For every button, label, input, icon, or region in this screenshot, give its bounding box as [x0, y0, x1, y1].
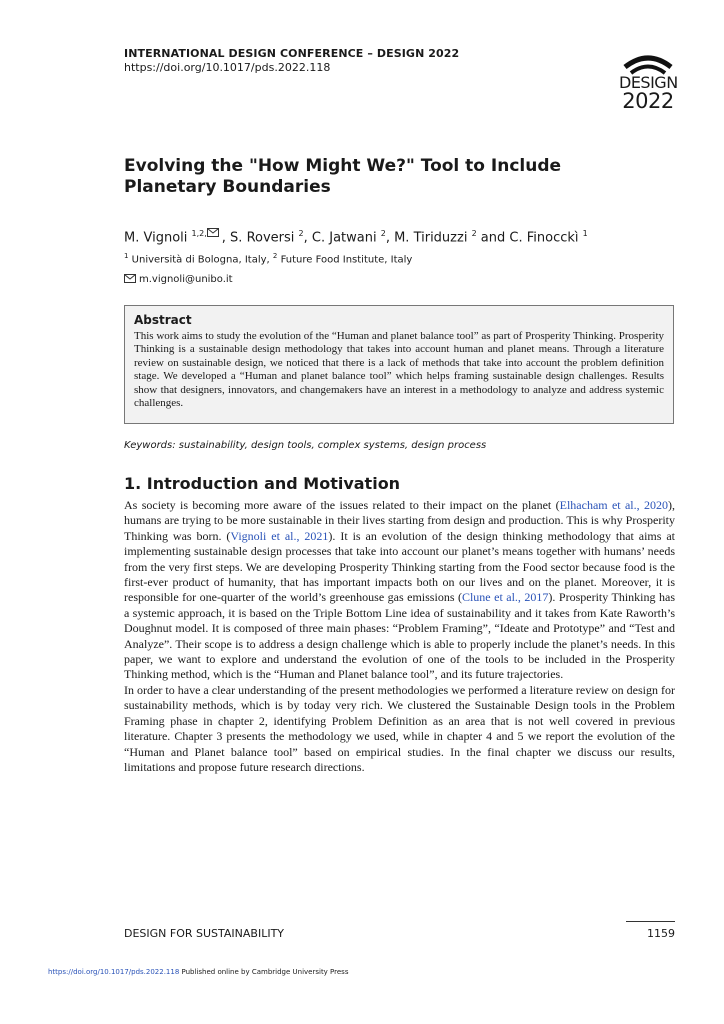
footer-section-name: DESIGN FOR SUSTAINABILITY [124, 927, 285, 940]
author-name: C. Finocckì [509, 230, 579, 246]
author-affiliation-mark: 2 [380, 229, 386, 238]
affiliation-mark: 2 [272, 252, 278, 260]
intro-paragraph-2: In order to have a clear understanding of the present methodologies we performed a literature review on design for sustainability methods, which is by today very rich. We clustered the Sustainable Design tools in the Problem Framing phase in chapter 2, identifying Problem Definition as an area that is not well covered in previous literature. Chapter 3 presents the methodology we used, while in chapter 4 and 5 we report the evolution of the “Human and Planet balance tool” based on empirical studies. In the final chapter we discuss our results, limitations and propose future research directions. [124, 682, 675, 774]
author-affiliation-mark: 2 [471, 229, 477, 238]
abstract-text: This work aims to study the evolution of the “Human and planet balance tool” as part of Prosperity Thinking. Prosperity Thinking is a sustainable design methodology that takes into account human and planet means. Through a literature review on sustainable design, we noticed that there is a lack of methods that take into account the problem definition stage. We developed a “Human and planet balance tool” which helps framing sustainable design challenges. Results show that designers, innovators, and changemakers have an interest in a methodology to analyze and address systemic challenges. [134, 330, 664, 410]
author-list: M. Vignoli $^{1,2,}$ , S. Roversi $^2$, C. Jatwani $^2$, M. Tiriduzzi $^2$ and C. Finocckì $^1$ [124, 229, 588, 246]
logo-year: 2022 [622, 89, 674, 113]
logo-word: DESIGN [619, 73, 678, 92]
author-name: M. Tiriduzzi [394, 230, 468, 246]
doi-link[interactable]: https://doi.org/10.1017/pds.2022.118 [48, 968, 180, 976]
citation-link[interactable]: Vignoli et al., 2021 [230, 528, 329, 543]
design-2022-logo [619, 45, 677, 113]
publisher-line [48, 968, 348, 976]
author-affiliation-mark: 1 [582, 229, 588, 238]
author-name: C. Jatwani [311, 230, 377, 246]
author-affiliation-mark: 2 [298, 229, 304, 238]
footer-rule [626, 921, 675, 922]
citation-link[interactable]: Elhacham et al., 2020 [559, 498, 668, 512]
affiliation-text: Future Food Institute, Italy [280, 254, 413, 266]
logo-arcs-icon [619, 45, 677, 75]
paper-title: Evolving the "How Might We?" Tool to Include Planetary Boundaries [124, 156, 562, 197]
affiliations [124, 252, 412, 265]
corresponding-email [124, 274, 233, 285]
affiliation-text: Università di Bologna, Italy, [131, 254, 270, 266]
keywords-text: sustainability, design tools, complex systems, design process [178, 440, 487, 451]
citation-link[interactable]: Clune et al., 2017 [461, 590, 549, 605]
keywords [124, 440, 486, 451]
page-number: 1159 [647, 927, 675, 940]
header-doi: https://doi.org/10.1017/pds.2022.118 [124, 61, 331, 74]
envelope-icon [124, 274, 136, 283]
abstract-box [124, 305, 674, 424]
section-heading: 1. Introduction and Motivation [124, 474, 401, 493]
conference-name: INTERNATIONAL DESIGN CONFERENCE – DESIGN 2022 [124, 47, 460, 60]
intro-paragraph-1: As society is becoming more aware of the issues related to their impact on the planet (Elhacham et al., 2020), humans are trying to be more sustainable in their lives starting from design and production. This is why Prosperity Thinking was born. (Vignoli et al., 2021). It is an evolution of the design thinking methodology that aims at implementing sustainable design processes that take into account our planet’s means together with humans’ needs from the very first steps. We are developing Prosperity Thinking starting from the Food sector because food is the first-ever product of humanity, that has important impacts both on our lives and on the planet. Moreover, it is responsible for one-quarter of the world’s greenhouse gas emissions (Clune et al., 2017). Prosperity Thinking has a systemic approach, it is based on the Triple Bottom Line idea of sustainability and it takes from Kate Raworth’s Doughnut model. It is composed of three main phases: “Problem Framing”, “Ideate and Prototype” and “Test and Analyze”. Their scope is to address a design challenge which is able to properly include the planet’s needs. In this paper, we want to explore and understand the evolution of one of the tools to be included in the Prosperity Thinking method, which is the “Human and Planet balance tool”, and its future trajectories. [124, 498, 675, 682]
abstract-heading: Abstract [134, 313, 192, 327]
author-name: M. Vignoli [124, 230, 188, 246]
envelope-icon [207, 228, 219, 237]
publisher-text: Published online by Cambridge University Press [179, 968, 349, 976]
affiliation-mark: 1 [124, 252, 129, 260]
author-name: S. Roversi [230, 230, 295, 246]
email-address[interactable]: m.vignoli@unibo.it [139, 274, 233, 285]
keywords-label: Keywords: [124, 440, 176, 451]
author-affiliation-mark: 1,2, [191, 229, 207, 238]
intro-body [124, 498, 675, 775]
page-header [124, 47, 459, 75]
